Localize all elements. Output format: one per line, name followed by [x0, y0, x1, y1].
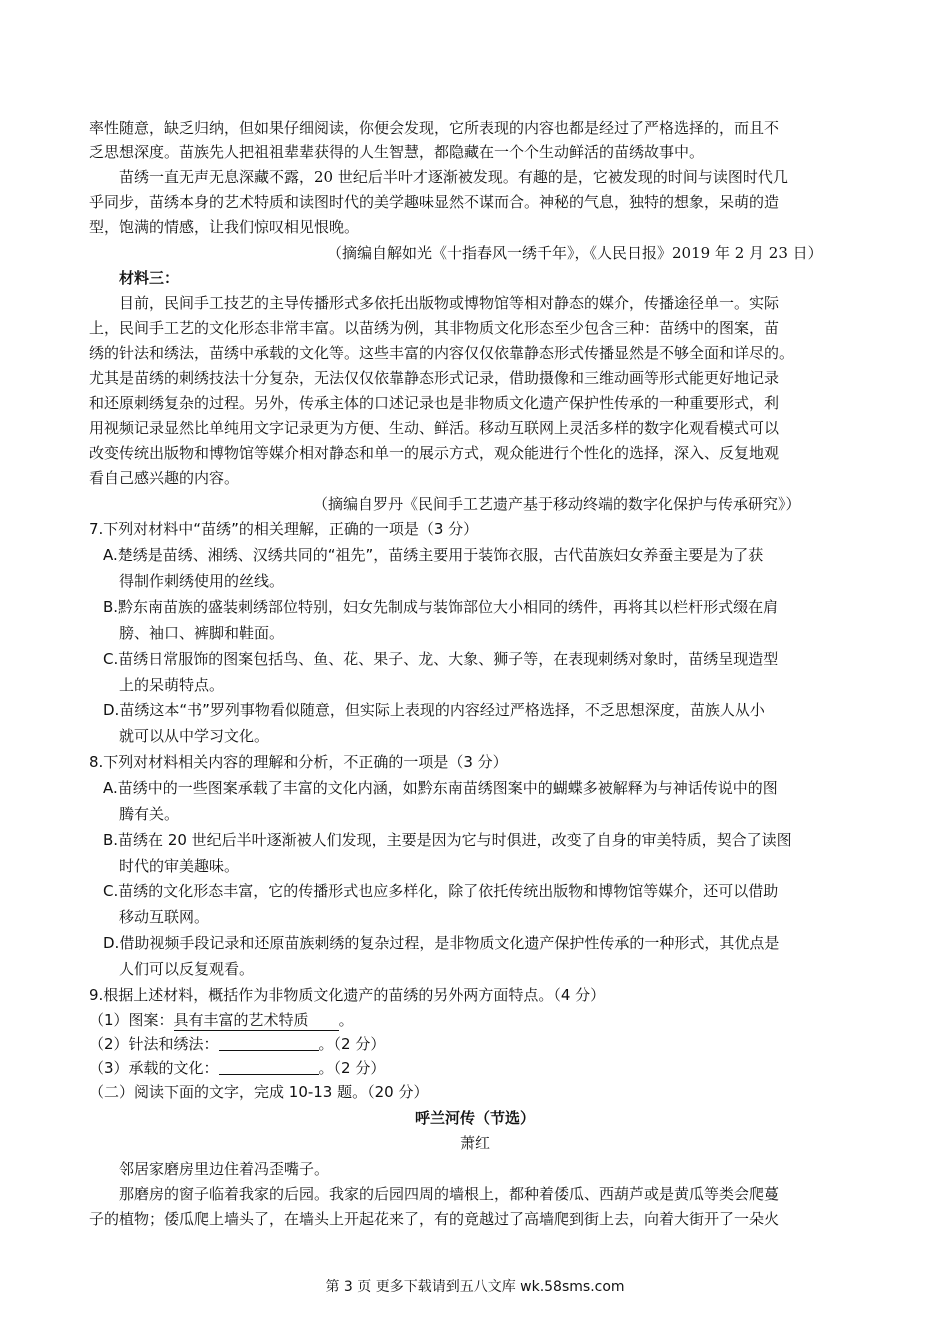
option-a: A.苗绣中的一些图案承载了丰富的文化内涵，如黔东南苗绣图案中的蝴蝶多被解释为与神话传说中的图: [103, 779, 778, 797]
option-d-cont: 人们可以反复观看。: [119, 960, 255, 978]
option-c-cont: 上的呆萌特点。: [119, 676, 225, 694]
story-author: 萧红: [459, 1134, 490, 1152]
passage-line: 苗绣一直无声无息深藏不露，20 世纪后半叶才逐渐被发现。有趣的是，它被发现的时间与读图时代几: [119, 168, 788, 186]
passage-line: 型，饱满的情感，让我们惊叹相见恨晚。: [89, 218, 360, 236]
q9-item-2-blank[interactable]: [219, 1034, 319, 1051]
q9-item-1-end: 。: [338, 1011, 354, 1029]
q9-item-2: [89, 1034, 385, 1054]
passage-line: 看自己感兴趣的内容。: [89, 469, 240, 487]
source-citation: （摘编自罗丹《民间手工艺遗产基于移动终端的数字化保护与传承研究》）: [313, 495, 801, 513]
option-c: C.苗绣日常服饰的图案包括鸟、鱼、花、果子、龙、大象、狮子等，在表现刺绣对象时，苗绣呈现造型: [103, 650, 779, 668]
page-footer: 第 3 页 更多下载请到五八文库 wk.58sms.com: [325, 1279, 625, 1295]
passage-line: 用视频记录显然比单纯用文字记录更为方便、生动、鲜活。移动互联网上灵活多样的数字化观看模式可以: [89, 419, 780, 437]
passage-line: 乎同步，苗绣本身的艺术特质和读图时代的美学趣味显然不谋而合。神秘的气息，独特的想象，呆萌的造: [89, 193, 780, 211]
q9-item-1-answer: 具有丰富的艺术特质: [174, 1010, 339, 1031]
q9-item-1-label: （1）图案：: [89, 1011, 174, 1029]
q9-item-3-blank[interactable]: [219, 1058, 319, 1075]
q9-item-3-end: 。（2 分）: [318, 1059, 386, 1077]
question-stem: 9.根据上述材料，概括作为非物质文化遗产的苗绣的另外两方面特点。（4 分）: [89, 986, 606, 1004]
option-c-cont: 移动互联网。: [119, 908, 210, 926]
option-a-cont: 腾有关。: [119, 805, 180, 823]
passage-line: 尤其是苗绣的刺绣技法十分复杂，无法仅仅依靠静态形式记录，借助摄像和三维动画等形式能更好地记录: [89, 369, 780, 387]
option-b: B.黔东南苗族的盛装刺绣部位特别，妇女先制成与装饰部位大小相同的绣件，再将其以栏杆形式缀在肩: [103, 598, 779, 616]
section-heading: （二）阅读下面的文字，完成 10-13 题。（20 分）: [89, 1083, 429, 1101]
passage-line: 目前，民间手工技艺的主导传播形式多依托出版物或博物馆等相对静态的媒介，传播途径单一。实际: [119, 294, 780, 312]
option-d-cont: 就可以从中学习文化。: [119, 727, 270, 745]
passage-line: 乏思想深度。苗族先人把祖祖辈辈获得的人生智慧，都隐藏在一个个生动鲜活的苗绣故事中。: [89, 143, 705, 161]
q9-item-2-end: 。（2 分）: [318, 1035, 386, 1053]
option-b: B.苗绣在 20 世纪后半叶逐渐被人们发现，主要是因为它与时俱进，改变了自身的审美特质，契合了读图: [103, 831, 792, 849]
passage-line: 改变传统出版物和博物馆等媒介相对静态和单一的展示方式，观众能进行个性化的选择，深入、反复地观: [89, 444, 780, 462]
source-citation: （摘编自解如光《十指春风一绣千年》，《人民日报》2019 年 2 月 23 日）: [327, 244, 823, 262]
option-a-cont: 得制作刺绣使用的丝线。: [119, 572, 285, 590]
story-line: 那磨房的窗子临着我家的后园。我家的后园四周的墙根上，都种着倭瓜、西葫芦或是黄瓜等类会爬蔓: [119, 1185, 780, 1203]
q9-item-3: [89, 1058, 385, 1078]
question-stem: 8.下列对材料相关内容的理解和分析，不正确的一项是（3 分）: [89, 753, 508, 771]
option-b-cont: 膀、袖口、裤脚和鞋面。: [119, 624, 285, 642]
option-a: A.楚绣是苗绣、湘绣、汉绣共同的“祖先”，苗绣主要用于装饰衣服，古代苗族妇女养蚕主要是为了获: [103, 546, 764, 564]
q9-item-2-label: （2）针法和绣法：: [89, 1035, 219, 1053]
option-d: D.苗绣这本“书”罗列事物看似随意，但实际上表现的内容经过严格选择，不乏思想深度，苗族人从小: [103, 701, 765, 719]
passage-line: 率性随意，缺乏归纳，但如果仔细阅读，你便会发现，它所表现的内容也都是经过了严格选择的，而且不: [89, 119, 780, 137]
q9-item-3-label: （3）承载的文化：: [89, 1059, 219, 1077]
story-title: 呼兰河传（节选）: [414, 1109, 535, 1127]
passage-line: 绣的针法和绣法，苗绣中承载的文化等。这些丰富的内容仅仅依靠静态形式传播显然是不够全面和详尽的。: [89, 344, 795, 362]
option-c: C.苗绣的文化形态丰富，它的传播形式也应多样化，除了依托传统出版物和博物馆等媒介，还可以借助: [103, 882, 779, 900]
story-line: 邻居家磨房里边住着冯歪嘴子。: [119, 1160, 330, 1178]
option-d: D.借助视频手段记录和还原苗族刺绣的复杂过程，是非物质文化遗产保护性传承的一种形式，其优点是: [103, 934, 780, 952]
option-b-cont: 时代的审美趣味。: [119, 857, 240, 875]
story-line: 子的植物；倭瓜爬上墙头了，在墙头上开起花来了，有的竟越过了高墙爬到街上去，向着大街开了一朵火: [89, 1210, 780, 1228]
material-heading: 材料三：: [119, 269, 180, 287]
passage-line: 上，民间手工艺的文化形态非常丰富。以苗绣为例，其非物质文化形态至少包含三种：苗绣中的图案，苗: [89, 319, 780, 337]
question-stem: 7.下列对材料中“苗绣”的相关理解，正确的一项是（3 分）: [89, 520, 479, 538]
q9-item-1: [89, 1010, 354, 1031]
passage-line: 和还原刺绣复杂的过程。另外，传承主体的口述记录也是非物质文化遗产保护性传承的一种重要形式，利: [89, 394, 780, 412]
